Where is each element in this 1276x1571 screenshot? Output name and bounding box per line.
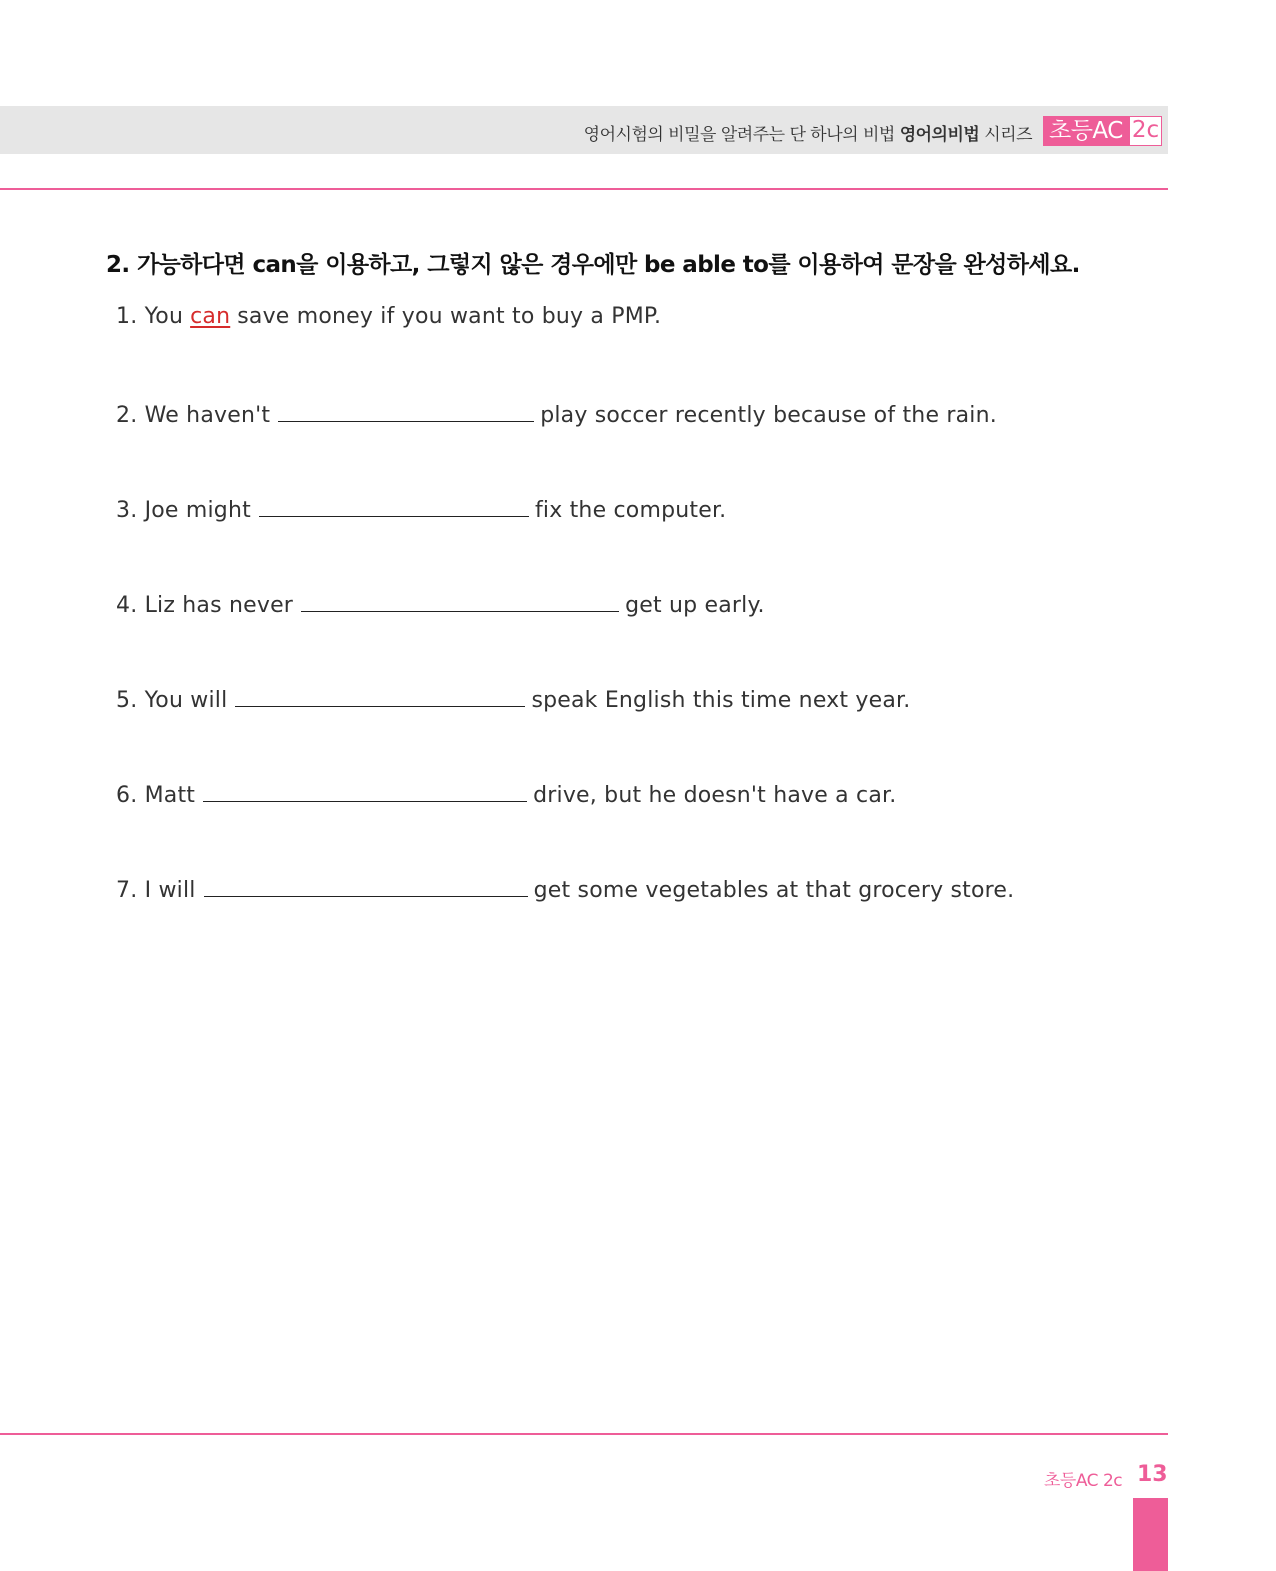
item-suffix: get some vegetables at that grocery store. bbox=[533, 878, 1015, 903]
exercise-item-4 bbox=[116, 589, 765, 618]
page-tab bbox=[1133, 1498, 1168, 1571]
page-number: 13 bbox=[1137, 1462, 1168, 1487]
item-suffix: play soccer recently because of the rain. bbox=[540, 403, 997, 428]
item-suffix: save money if you want to buy a PMP. bbox=[237, 304, 662, 329]
item-prefix: 3. Joe might bbox=[116, 498, 251, 523]
exercise-item-2 bbox=[116, 399, 997, 428]
brand-badge bbox=[1043, 116, 1162, 146]
bottom-divider bbox=[0, 1433, 1168, 1435]
brand-sub-label: 2c bbox=[1129, 116, 1162, 146]
item-prefix: 1. You bbox=[116, 304, 184, 329]
item-suffix: get up early. bbox=[625, 593, 765, 618]
brand-main-label: 초등AC bbox=[1043, 116, 1129, 146]
answer-blank[interactable] bbox=[259, 494, 529, 517]
answer-blank[interactable] bbox=[204, 874, 528, 897]
answer-blank[interactable] bbox=[203, 779, 527, 802]
exercise-item-6 bbox=[116, 779, 896, 808]
item-suffix: drive, but he doesn't have a car. bbox=[533, 783, 897, 808]
answer-blank[interactable] bbox=[235, 684, 525, 707]
exercise-item-5 bbox=[116, 684, 910, 713]
item-prefix: 6. Matt bbox=[116, 783, 196, 808]
item-prefix: 5. You will bbox=[116, 688, 228, 713]
question-title: 2. 가능하다면 can을 이용하고, 그렇지 않은 경우에만 be able to를 이용하여 문장을 완성하세요. bbox=[106, 252, 1080, 278]
footer-label: 초등AC 2c bbox=[1044, 1471, 1123, 1491]
exercise-item-1 bbox=[116, 304, 661, 329]
item-prefix: 2. We haven't bbox=[116, 403, 271, 428]
item-prefix: 7. I will bbox=[116, 878, 196, 903]
answer-blank[interactable] bbox=[278, 399, 534, 422]
answer-blank[interactable] bbox=[301, 589, 619, 612]
series-title: 영어시험의 비밀을 알려주는 단 하나의 비법 영어의비법 시리즈 bbox=[583, 125, 1032, 145]
top-divider bbox=[0, 188, 1168, 190]
exercise-item-3 bbox=[116, 494, 726, 523]
item-suffix: speak English this time next year. bbox=[531, 688, 911, 713]
answer-text: can bbox=[190, 304, 231, 329]
item-prefix: 4. Liz has never bbox=[116, 593, 294, 618]
series-name: 영어의비법 bbox=[899, 125, 980, 145]
exercise-item-7 bbox=[116, 874, 1014, 903]
item-suffix: fix the computer. bbox=[534, 498, 727, 523]
